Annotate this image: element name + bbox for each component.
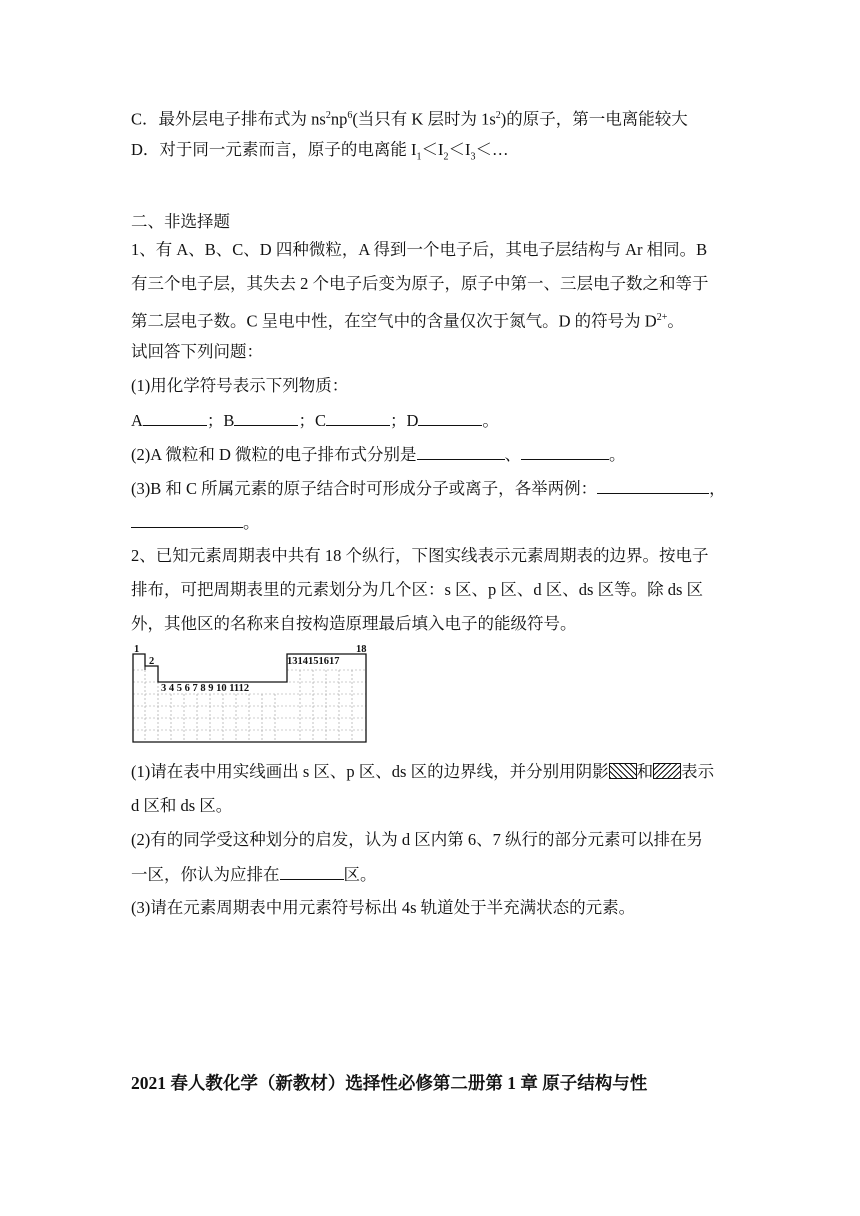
- q2-text-line2: 排布，可把周期表里的元素划分为几个区：s 区、p 区、d 区、ds 区等。除 ds 区: [131, 580, 704, 599]
- periodic-table-outline: [120, 642, 380, 752]
- answer-blank-a-config[interactable]: [417, 444, 505, 460]
- q1-part3-cont: 。: [131, 512, 260, 533]
- answer-blank-d[interactable]: [418, 410, 482, 426]
- q1-text-line1: 1、有 A、B、C、D 四种微粒，A 得到一个电子后，其电子层结构与 Ar 相同。B: [131, 240, 708, 259]
- q2-subq2-line2: 一区，你认为应排在 区。: [131, 865, 377, 884]
- document-footer-title: 2021 春人教化学（新教材）选择性必修第二册第 1 章 原子结构与性: [131, 1073, 648, 1093]
- q2-subq1-line1: (1)请在表中用实线画出 s 区、p 区、ds 区的边界线，并分别用阴影 和 表示: [131, 762, 715, 781]
- answer-blank-example1[interactable]: [597, 478, 709, 494]
- d-symbol: D: [644, 311, 657, 331]
- group-18-label: 18: [356, 644, 367, 655]
- option-d: D．对于同一元素而言，原子的电离能 $I_1<I_2<I_3<\dots$: [131, 140, 509, 163]
- section-title: 二、非选择题: [131, 212, 230, 231]
- answer-blank-a[interactable]: [143, 410, 207, 426]
- groups-13-17-label: 1314151617: [287, 656, 340, 667]
- group-2-label: 2: [149, 656, 155, 667]
- hatch-swatch-ds-icon: [653, 763, 681, 779]
- answer-blank-d-config[interactable]: [521, 444, 609, 460]
- answer-blank-example2[interactable]: [131, 512, 243, 528]
- q1-text-line2: 有三个电子层，其失去 2 个电子后变为原子，原子中第一、三层电子数之和等于: [131, 274, 709, 293]
- q2-text-line3: 外，其他区的名称来自按构造原理最后填入电子的能级符号。: [131, 614, 577, 633]
- q2-subq3: (3)请在元素周期表中用元素符号标出 4s 轨道处于半充满状态的元素。: [131, 898, 636, 917]
- q1-part3: (3)B 和 C 所属元素的原子结合时可形成分子或离子，各举两例： ，: [131, 479, 726, 498]
- group-1-label: 1: [134, 644, 140, 655]
- q2-subq2-line1: (2)有的同学受这种划分的启发，认为 d 区内第 6、7 纵行的部分元素可以排在另: [131, 830, 703, 849]
- q2-subq1-line2: d 区和 ds 区。: [131, 796, 233, 815]
- q1-part1: (1)用化学符号表示下列物质：: [131, 376, 349, 395]
- answer-blank-c[interactable]: [326, 410, 390, 426]
- q1-text-line3: 第二层电子数。C 呈电中性，在空气中的含量仅次于氮气。D 的符号为 $D^{2+}$。: [131, 311, 684, 331]
- answer-blank-zone[interactable]: [280, 864, 344, 880]
- q1-part1-answers: A ；B ；C ；D 。: [131, 411, 499, 430]
- groups-3-12-label: 3 4 5 6 7 8 9 10 1112: [161, 683, 250, 694]
- q1-text-line4: 试回答下列问题：: [131, 342, 263, 361]
- q2-text-line1: 2、已知元素周期表中共有 18 个纵行，下图实线表示元素周期表的边界。按电子: [131, 546, 709, 565]
- hatch-swatch-d-icon: [609, 763, 637, 779]
- answer-blank-b[interactable]: [234, 410, 298, 426]
- q1-part2: (2)A 微粒和 D 微粒的电子排布式分别是 、 。: [131, 445, 626, 464]
- option-c: C．最外层电子排布式为 $ns^2np^6$(当只有 K 层时为 $1s^2$)的原子，第一电离能较大: [131, 109, 688, 129]
